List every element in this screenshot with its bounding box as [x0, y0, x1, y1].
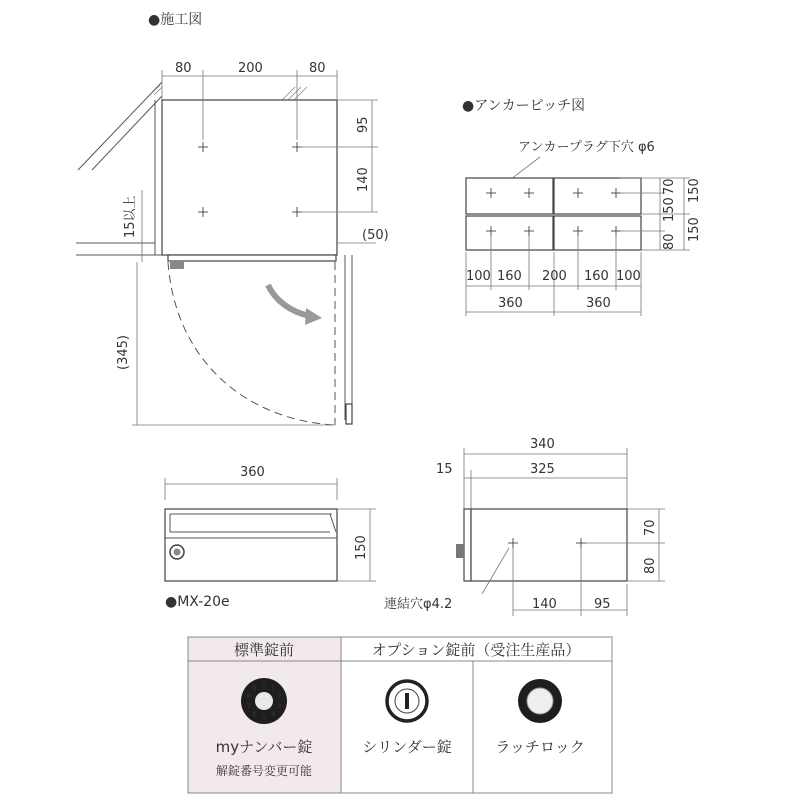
dial-digit: 3 — [276, 702, 282, 711]
front-view — [165, 465, 376, 581]
anchor-box-top-left — [466, 178, 553, 214]
anchor-dim-bottom-2: 160 — [497, 269, 522, 284]
dim-clearance: 15以上 — [123, 195, 138, 238]
dim-top-middle: 200 — [238, 61, 263, 76]
dial-digit: 2 — [276, 692, 282, 701]
side-dim-bottom-1: 140 — [532, 597, 557, 612]
side-dim-right-1: 70 — [643, 519, 658, 536]
front-dim-height: 150 — [354, 535, 369, 560]
mailbox-plan-body — [162, 100, 337, 255]
model-title: ●MX-20e — [165, 594, 230, 610]
latch-lock-name: ラッチロック — [495, 738, 585, 756]
anchor-box-bottom-right — [554, 216, 641, 250]
side-lock-knob — [456, 544, 464, 558]
side-dim-gap: 15 — [436, 462, 453, 477]
side-dim-right-2: 80 — [643, 557, 658, 574]
construction-title: ●施工図 — [148, 12, 203, 28]
dim-right-bottom: 140 — [356, 167, 371, 192]
anchor-pitch-view — [466, 140, 702, 316]
dial-digit: 0 — [261, 681, 267, 690]
swing-arrowhead — [305, 308, 322, 325]
anchor-dim-bottom-3: 200 — [542, 269, 567, 284]
side-door — [464, 509, 471, 581]
side-view — [384, 437, 665, 616]
anchor-dim-total-right: 360 — [586, 296, 611, 311]
wall-line-inner — [92, 96, 162, 170]
front-dim-width: 360 — [240, 465, 265, 480]
anchor-dim-total-left: 360 — [498, 296, 523, 311]
dial-digit: 1 — [271, 684, 276, 693]
latch-lock-icon — [518, 679, 562, 723]
dial-digit: 8 — [246, 692, 252, 701]
anchor-dim-right-3: 80 — [662, 233, 677, 250]
dial-digit: 6 — [252, 710, 257, 719]
dial-digit: 9 — [252, 684, 257, 693]
standard-lock-header: 標準錠前 — [233, 641, 295, 659]
anchor-dim-bottom-5: 100 — [616, 269, 641, 284]
anchor-plug-label: アンカープラグ下穴 φ6 — [518, 140, 655, 155]
dim-right-top: 95 — [356, 116, 371, 133]
lock-knob — [170, 261, 184, 269]
side-hole-label: 連結穴φ4.2 — [384, 597, 453, 612]
dim-swing-gap: (50) — [362, 228, 389, 243]
cylinder-lock-icon — [387, 681, 427, 721]
anchor-pitch-title: ●アンカーピッチ図 — [462, 98, 586, 114]
dim-swing-depth: (345) — [116, 335, 131, 370]
anchor-box-top-right — [554, 178, 641, 214]
door-flap — [168, 255, 336, 261]
lock-table — [188, 637, 612, 793]
anchor-dim-bottom-4: 160 — [584, 269, 609, 284]
standard-lock-name: myナンバー錠 — [215, 738, 313, 756]
cylinder-lock-name: シリンダー錠 — [362, 738, 452, 756]
wall-line-outer — [78, 82, 162, 170]
anchor-dim-right-2: 150 — [662, 197, 677, 222]
mailbox-front-body — [165, 509, 337, 581]
anchor-dim-right-1: 70 — [662, 178, 677, 195]
mailbox-side-body — [471, 509, 627, 581]
anchor-dim-outer-1: 150 — [687, 178, 702, 203]
dial-digit: 7 — [246, 702, 252, 711]
dial-lock-icon — [241, 678, 287, 724]
swing-arrow — [268, 285, 310, 316]
standard-lock-note: 解錠番号変更可能 — [215, 764, 313, 778]
option-lock-header: オプション錠前（受注生産品） — [371, 641, 581, 659]
dim-top-left: 80 — [175, 61, 192, 76]
construction-plan-view — [76, 61, 389, 425]
wall-hatch — [150, 85, 307, 100]
dial-digit: 4 — [271, 710, 276, 719]
anchor-dim-outer-2: 150 — [687, 217, 702, 242]
side-dim-total: 340 — [530, 437, 555, 452]
dim-top-right: 80 — [309, 61, 326, 76]
door-open-edge — [346, 404, 352, 424]
anchor-box-bottom-left — [466, 216, 553, 250]
dial-digit: 5 — [261, 713, 267, 722]
side-dim-bottom-2: 95 — [594, 597, 611, 612]
anchor-dim-bottom-1: 100 — [466, 269, 491, 284]
door-swing-arc — [168, 262, 335, 425]
side-dim-body: 325 — [530, 462, 555, 477]
